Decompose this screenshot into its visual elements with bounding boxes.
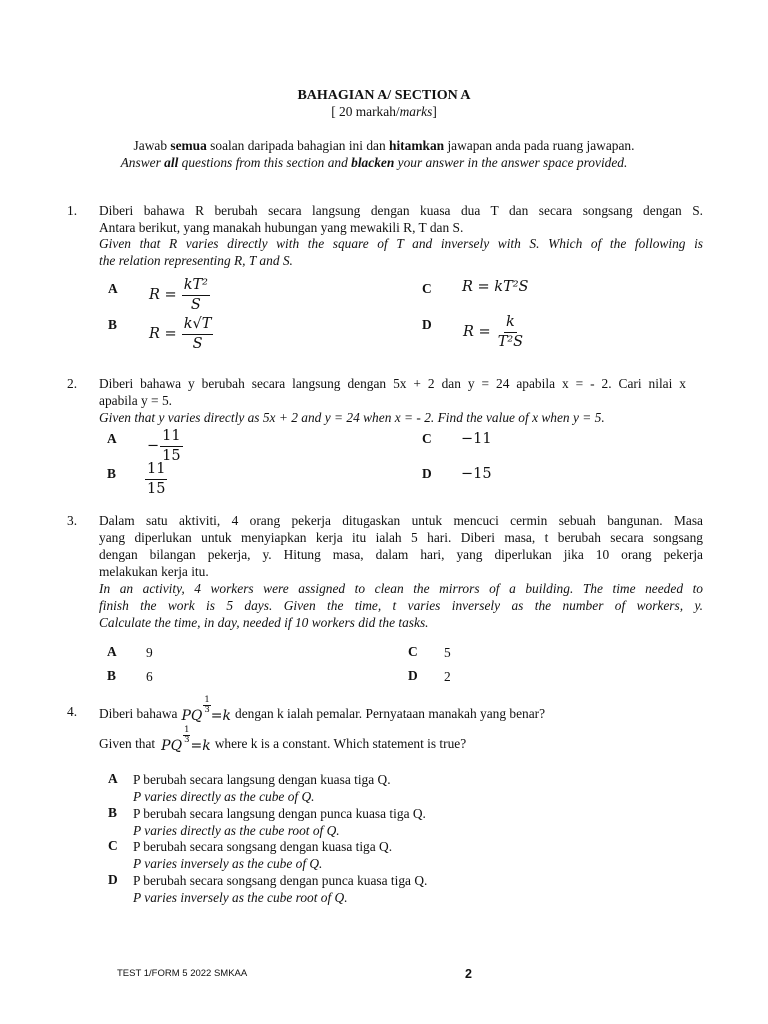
- q4-option-d-ms[interactable]: P berubah secara songsang dengan punca kuasa tiga Q.: [133, 873, 428, 888]
- q2-option-c-expr[interactable]: −11: [461, 431, 492, 447]
- q4-option-c-ms[interactable]: P berubah secara songsang dengan kuasa tiga Q.: [133, 839, 393, 854]
- q1-option-a-label[interactable]: A: [108, 281, 118, 296]
- instruction-en: Answer all questions from this section and blacken your answer in the answer space provided.: [120, 155, 628, 170]
- q3-option-d-label[interactable]: D: [408, 668, 418, 683]
- q2-number: 2.: [67, 376, 78, 391]
- q3-option-a-value[interactable]: 9: [146, 645, 153, 660]
- section-marks: [ 20 markah/marks]: [331, 104, 437, 119]
- q2-option-d-expr[interactable]: −15: [461, 466, 492, 482]
- q2-ms-line2: apabila y = 5.: [99, 393, 172, 408]
- q4-option-b-ms[interactable]: P berubah secara langsung dengan punca kuasa tiga Q.: [133, 806, 426, 821]
- q1-option-b-expr[interactable]: R = $\frac{k√T}{S}$: [149, 316, 212, 352]
- q3-option-b-label[interactable]: B: [107, 668, 116, 683]
- q3-option-c-label[interactable]: C: [408, 644, 418, 659]
- q2-option-a-label[interactable]: A: [107, 431, 117, 446]
- q4-equation-ms: PQ $\frac{1}{3}$ =k: [181, 695, 231, 724]
- q1-option-c-label[interactable]: C: [422, 281, 432, 296]
- q1-option-b-label[interactable]: B: [108, 317, 117, 332]
- q3-en-line3: Calculate the time, in day, needed if 10 workers did the tasks.: [99, 615, 429, 630]
- q4-option-d-en[interactable]: P varies inversely as the cube root of Q.: [133, 890, 348, 905]
- q2-ms-line1: Diberi bahawa y berubah secara langsung dengan 5x + 2 dan y = 24 apabila x = - 2. Cari nilai x: [99, 376, 686, 391]
- q4-equation-en: PQ $\frac{1}{3}$ =k: [161, 725, 211, 754]
- instruction-ms: Jawab semua soalan daripada bahagian ini dan hitamkan jawapan anda pada ruang jawapan.: [133, 138, 635, 153]
- q2-en-line1: Given that y varies directly as 5x + 2 and y = 24 when x = - 2. Find the value of x when y = 5.: [99, 410, 605, 425]
- q1-number: 1.: [67, 203, 78, 218]
- section-title: BAHAGIAN A/ SECTION A: [297, 88, 471, 103]
- q3-option-b-value[interactable]: 6: [146, 669, 153, 684]
- q2-option-d-label[interactable]: D: [422, 466, 432, 481]
- q4-option-a-en[interactable]: P varies directly as the cube of Q.: [133, 789, 315, 804]
- q4-option-c-label[interactable]: C: [108, 838, 118, 853]
- q3-ms-line3: dengan bilangan pekerja, y. Hitung masa, dalam hari, yang diperlukan jika 10 orang pekerja: [99, 547, 703, 562]
- q2-option-c-label[interactable]: C: [422, 431, 432, 446]
- q1-option-a-expr[interactable]: R = $\frac{\text{kT²}}{S}$: [149, 277, 208, 313]
- q4-option-a-ms[interactable]: P berubah secara langsung dengan kuasa tiga Q.: [133, 772, 391, 787]
- q4-option-c-en[interactable]: P varies inversely as the cube of Q.: [133, 856, 323, 871]
- q2-option-a-expr[interactable]: − $\frac{11}{15}$: [147, 428, 181, 464]
- q3-option-c-value[interactable]: 5: [444, 645, 451, 660]
- q1-ms-line2: Antara berikut, yang manakah hubungan yang mewakili R, T dan S.: [99, 220, 464, 235]
- q3-en-line2: finish the work is 5 days. Given the time, t varies inversely as the number of workers, y.: [99, 598, 703, 613]
- q1-en-line1: Given that R varies directly with the square of T and inversely with S. Which of the following is: [99, 236, 703, 251]
- q3-en-line1: In an activity, 4 workers were assigned to clean the mirrors of a building. The time needed to: [99, 581, 703, 596]
- q3-option-a-label[interactable]: A: [107, 644, 117, 659]
- q3-number: 3.: [67, 513, 78, 528]
- q1-option-d-label[interactable]: D: [422, 317, 432, 332]
- q1-en-line2: the relation representing R, T and S.: [99, 253, 293, 268]
- q4-en-line: Given that PQ $\frac{1}{3}$ =k where k is a constant. Which statement is true?: [99, 725, 467, 754]
- q1-option-d-expr[interactable]: R = $\frac{k}{\text{T²S}}$: [463, 314, 524, 350]
- q4-option-a-label[interactable]: A: [108, 771, 118, 786]
- q3-ms-line2: yang diperlukan untuk menyiapkan kerja itu ialah 5 hari. Diberi masa, t berubah secara songsang: [99, 530, 703, 545]
- q4-option-b-label[interactable]: B: [108, 805, 117, 820]
- q2-option-b-label[interactable]: B: [107, 466, 116, 481]
- q4-option-d-label[interactable]: D: [108, 872, 118, 887]
- q4-option-b-en[interactable]: P varies directly as the cube root of Q.: [133, 823, 340, 838]
- q1-option-c-expr[interactable]: R = kT²S: [462, 279, 529, 295]
- q3-option-d-value[interactable]: 2: [444, 669, 451, 684]
- q1-ms-line1: Diberi bahawa R berubah secara langsung dengan kuasa dua T dan secara songsang dengan S.: [99, 203, 703, 218]
- q3-ms-line4: melakukan kerja itu.: [99, 564, 209, 579]
- page-number: 2: [465, 967, 472, 981]
- q3-ms-line1: Dalam satu aktiviti, 4 orang pekerja ditugaskan untuk mencuci cermin sebuah bangunan. Masa: [99, 513, 703, 528]
- footer-test-info: TEST 1/FORM 5 2022 SMKAA: [117, 968, 248, 979]
- q4-number: 4.: [67, 704, 78, 719]
- q4-ms-line: Diberi bahawa PQ $\frac{1}{3}$ =k dengan k ialah pemalar. Pernyataan manakah yang benar?: [99, 695, 546, 724]
- q2-option-b-expr[interactable]: $\frac{11}{15}$: [147, 461, 166, 497]
